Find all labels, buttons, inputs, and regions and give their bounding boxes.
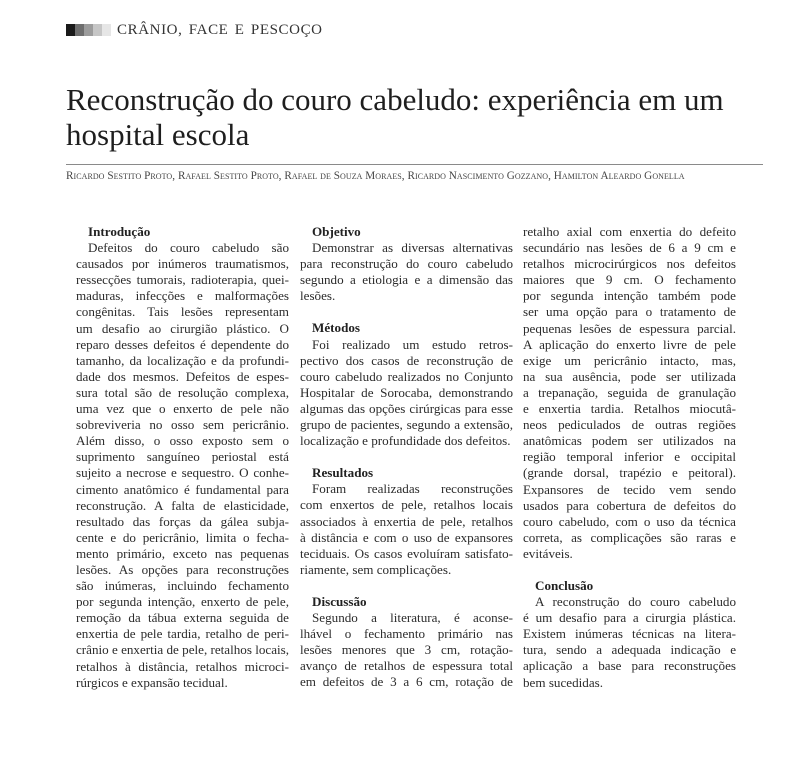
swatch-1 [66,24,75,36]
text-line: A aplicação do enxerto livre de pele [523,336,736,352]
text-line: crânio e enxertia de pele, retalhos locais, [76,642,290,658]
section-body-resultados [300,481,513,578]
text-line: A reconstrução do couro cabeludo [535,594,736,610]
text-line: Defeitos do couro cabeludo são [88,240,289,256]
text-line: localização e profundidade dos defeitos. [300,433,511,449]
text-line: reconstrução. A falta de elasticidade, [76,497,289,513]
text-line: algumas das opções cirúrgicas para esse [300,400,513,416]
text-line: reparo desses defeitos é dependente do [76,336,289,352]
section-body-metodos [300,337,513,450]
text-line: Existem inúmeras técnicas na litera- [523,626,736,642]
text-line: e enxertia tardia. Retalhos miocutâ- [523,401,736,417]
text-line: correta, as complicações são raras e [523,529,736,545]
text-line: exige um pericrânio intacto, mas, [523,352,736,368]
article-title-line-2: hospital escola [66,117,250,152]
swatch-3 [84,24,93,36]
text-line: ser uma opção para o tratamento de [523,304,736,320]
text-line: sura total são de resolução complexa, [76,384,289,400]
text-line: um desafio ao cirurgião plástico. O [76,320,289,336]
text-line: bem sucedidas. [523,674,603,690]
text-line: congênitas. Tais lesões representam [76,304,289,320]
text-line: couro cabeludo realizados no Conjunto [300,368,513,384]
text-line: Segundo a literatura, é aconse- [312,609,513,625]
text-line: maiores que 9 cm. O fechamento [523,272,736,288]
text-line: Expansores de tecido vem sendo [523,481,736,497]
section-body-conclusao [523,594,736,691]
text-line: secundário nas lesões de 6 a 9 cm e [523,240,736,256]
column-3 [523,224,736,691]
text-line: maduras, infecções e malformações [76,288,289,304]
article-title-line-1: Reconstrução do couro cabeludo: experiência em um [66,82,724,117]
text-line: por segunda intenção também pode [523,288,736,304]
text-line: Foram realizadas reconstruções [312,481,513,497]
text-line: lesões. [300,288,336,304]
text-line: mento primário, exceto nas pequenas [76,545,289,561]
text-line: para reconstrução do couro cabeludo [300,256,513,272]
text-line: tura, sendo a adequada indicação e [523,642,736,658]
text-line: lhável o fechamento primário nas [300,626,513,642]
article-title [66,82,766,152]
text-line: rúrgicos e expansão tecidual. [76,674,228,690]
text-line: retalhos microcirúrgicos nos defeitos [523,256,736,272]
text-line: associados à enxertia de pele, retalhos [300,513,513,529]
author-list: Ricardo Sestito Proto, Rafael Sestito Proto, Rafael de Souza Moraes, Ricardo Nascimento Gozzano, Hamilton Aleardo Gonella [66,170,685,182]
text-line: couro cabeludo, com o uso da técnica [523,513,736,529]
section-gap [300,449,513,465]
section-heading-resultados: Resultados [312,465,374,481]
section-gap [300,304,513,320]
text-line: uma vez que o enxerto de pele não [76,401,289,417]
text-line: pequenas lesões de espessura parcial. [523,320,736,336]
text-line: neos pediculados de outras regiões [523,417,736,433]
text-line: enxertia de pele tardia, retalho de peri- [76,626,289,642]
text-line: lesões. As opções para reconstruções [76,561,289,577]
text-line: na sua ausência, pode ser utilizada [523,368,736,384]
text-line: retalho axial com enxertia do defeito [523,224,736,239]
text-line: com enxertos de pele, retalhos locais [300,497,513,513]
text-line: cimento anatômico é fundamental para [76,481,289,497]
swatch-4 [93,24,102,36]
section-heading-discussao: Discussão [312,593,367,609]
text-line: sujeito a necrose e sequestro. O conhe- [76,465,289,481]
text-line: lesões menores que 3 cm, rotação- [300,642,513,658]
section-color-swatches [66,24,111,36]
text-line: ressecções tumorais, radioterapia, quei- [76,272,289,288]
text-line: causados por inúmeros traumatismos, [76,256,289,272]
text-line: suprimento sanguíneo periostal está [76,449,289,465]
section-title: CRÂNIO, FACE E PESCOÇO [117,21,323,38]
text-line: retalhos à distância, retalhos microci- [76,658,289,674]
title-divider [66,164,763,165]
text-line: usados para cobertura de defeitos do [523,497,736,513]
section-header [66,20,323,40]
text-line: grupo de pacientes, segundo a extensão, [300,417,513,433]
section-gap [523,562,736,578]
swatch-2 [75,24,84,36]
text-line: pectivo dos casos de reconstrução de [300,352,513,368]
section-heading-objetivo: Objetivo [312,224,361,239]
text-line: Foi realizado um estudo retros- [312,336,513,352]
text-line: à distância e com o uso de expansores [300,529,513,545]
text-line: aplicação a base para reconstruções [523,658,736,674]
text-line: a trepanação, seguida de granulação [523,384,736,400]
text-line: por segunda intenção, enxerto de pele, [76,594,289,610]
section-body-discussao-part1 [300,610,513,690]
text-line: riamente, sem complicações. [300,561,452,577]
section-heading-conclusao: Conclusão [535,577,594,593]
text-line: evitáveis. [523,545,573,561]
text-line: avanço de retalhos de espessura total [300,658,513,674]
text-line: segundo a etiologia e a dimensão das [300,272,513,288]
text-line: cente e do pericrânio, limita o fecha- [76,529,289,545]
text-line: em defeitos de 3 a 6 cm, rotação de [300,674,513,690]
swatch-5 [102,24,111,36]
section-gap [300,578,513,594]
text-line: teciduais. Os casos evoluíram satisfato- [300,545,513,561]
text-line: é um desafio para a cirurgia plástica. [523,610,736,626]
text-line: região temporal inferior e occipital [523,449,736,465]
text-line: (grande dorsal, trapézio e peitoral). [523,465,736,481]
section-body-discussao-part2 [523,224,736,562]
text-line: dade dos mesmos. Defeitos de espes- [76,368,289,384]
section-body-introducao [76,240,289,691]
text-line: tamanho, da localização e da profundi- [76,352,289,368]
text-line: são inúmeras, incluindo fechamento [76,578,289,594]
text-line: anatômicas podem ser utilizados na [523,433,736,449]
section-heading-metodos: Métodos [312,320,361,336]
text-line: Hospitalar de Sorocaba, demonstrando [300,384,513,400]
text-line: Demonstrar as diversas alternativas [312,240,513,256]
text-line: Além disso, o osso exposto sem o [76,433,289,449]
text-line: remoção da tábua externa seguida de [76,610,289,626]
section-heading-introducao: Introdução [88,224,151,239]
column-1 [76,224,289,691]
text-line: sobreviveria no osso sem pericrânio. [76,417,289,433]
section-body-objetivo [300,240,513,304]
text-line: resultado das forças da gálea subja- [76,513,289,529]
column-2 [300,224,513,690]
